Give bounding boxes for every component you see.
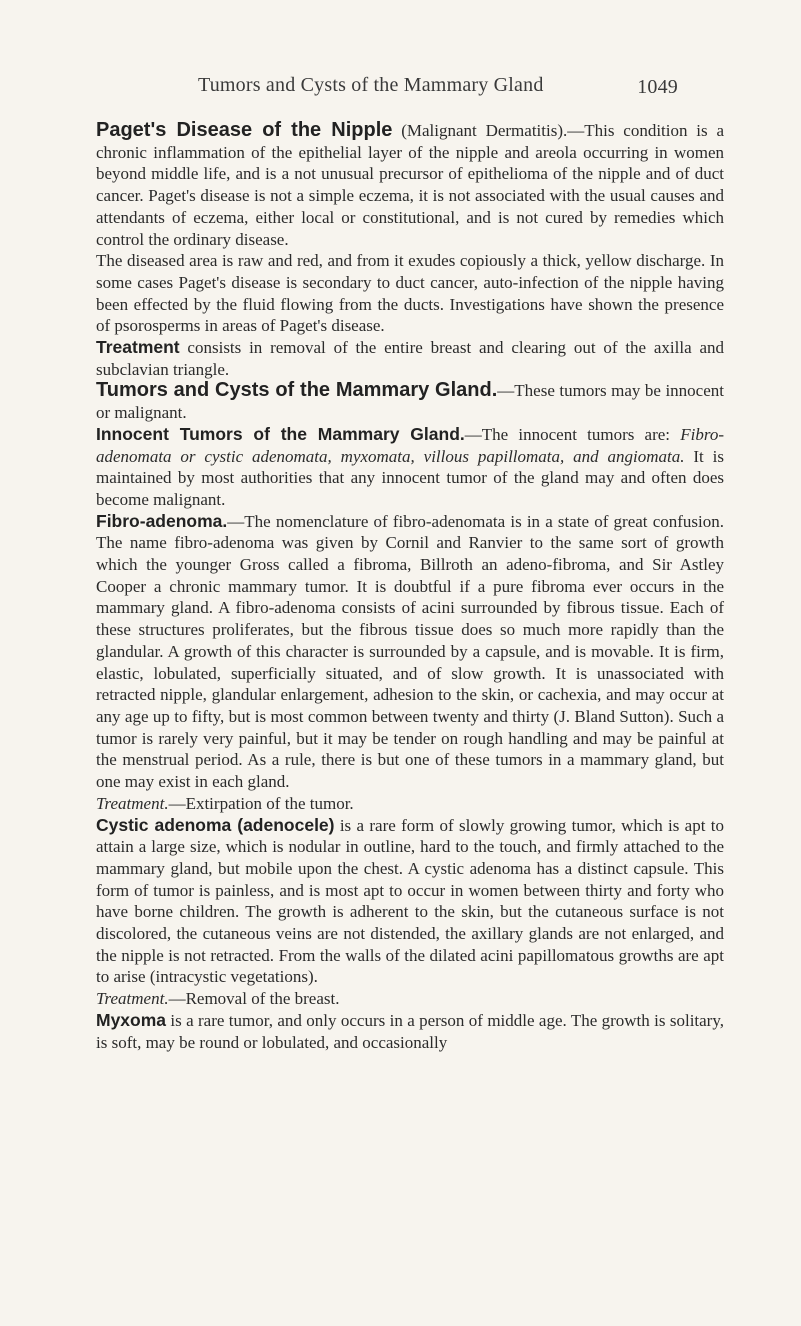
body-text (96, 120, 724, 1053)
running-head-title: Tumors and Cysts of the Mammary Gland (198, 74, 544, 96)
heading-tumors-and-cysts: Tumors and Cysts of the Mammary Gland. (96, 379, 498, 402)
heading-innocent-tumors: Innocent Tumors of the Mammary Gland. (96, 423, 465, 444)
heading-myxoma: Myxoma (96, 1009, 167, 1030)
paragraph-text: —These tumors may be innocent or malignant. (96, 381, 724, 423)
paragraph-innocent-tumors (96, 424, 724, 511)
paragraph-text: —The nomenclature of fibro-adenomata is in a state of great confusion. The name fibro-adenoma was given by Cornil and Ranvier to the same sort of growth which the younger Gross called a fibroma, Billroth an adeno-fibroma, and Sir Astley Cooper a chronic mammary tumor. It is doubtful if a pure fibroma ever occurs in the mammary gland. A fibro-adenoma consists of acini surrounded by fibrous tissue. Each of these structures proliferates, but the fibrous tissue does so much more rapidly than the glandular. A growth of this character is surrounded by a capsule, and is movable. It is firm, elastic, lobulated, superficially situated, and of slow growth. It is unassociated with retracted nipple, glandular enlargement, adhesion to the skin, or cachexia, and may occur at any age up to fifty, but is most common between twenty and thirty (J. Bland Sutton). Such a tumor is rarely very painful, but it may be tender on rough handling and may be painful at the menstrual period. As a rule, there is but one of these tumors in a mammary gland, but one may exist in each gland. (96, 511, 724, 792)
paragraph-text: is a rare form of slowly growing tumor, which is apt to attain a large size, which is nodular in outline, hard to the touch, and firmly attached to the mammary gland, but mobile upon the chest. A cystic adenoma has a distinct capsule. This form of tumor is painless, and is most apt to occur in women between thirty and forty who have borne children. The growth is adherent to the skin, but the cutaneous surface is not discolored, the cutaneous veins are not distended, the axillary glands are not enlarged, and the nipple is not retracted. From the walls of the dilated acini papillomatous growths are apt to arise (intracystic vegetations). (96, 815, 725, 987)
paragraph-text: —Extirpation of the tumor. (168, 793, 354, 813)
paragraph-text: is a rare tumor, and only occurs in a person of middle age. The growth is solitary, is soft, may be round or lobulated, and occasionally (96, 1010, 724, 1052)
paragraph-text: It is maintained by most authorities that any innocent tumor of the gland may and often does become malignant. (96, 446, 724, 509)
paragraph-myxoma (96, 1010, 724, 1053)
paragraph-text: (Malignant Dermatitis).—This condition is a chronic inflammation of the epithelial layer of the nipple and areola occurring in women beyond middle life, and is a not unusual precursor of epithelioma of the nipple and of duct cancer. Paget's disease is not a simple eczema, it is not associated with the usual causes and attendants of eczema, either local or constitutional, and is not cured by remedies which control the ordinary disease. (96, 121, 724, 249)
label-treatment: Treatment. (96, 793, 169, 813)
label-treatment: Treatment. (96, 989, 169, 1009)
paragraph-pagets-disease (96, 120, 724, 250)
paragraph-cystic-adenoma (96, 815, 724, 989)
heading-pagets-disease: Paget's Disease of the Nipple (96, 119, 393, 141)
paragraph-cystic-adenoma-treatment (96, 988, 724, 1010)
page-number: 1049 (637, 76, 678, 98)
heading-cystic-adenoma: Cystic adenoma (adenocele) (96, 814, 335, 835)
heading-treatment: Treatment (96, 337, 180, 358)
paragraph-text: —The innocent tumors are: (464, 424, 681, 444)
heading-fibro-adenoma: Fibro-adenoma. (96, 510, 228, 531)
paragraph-diseased-area (96, 250, 724, 337)
italic-tumor-list: Fibro-adenomata or cystic adenomata, myxomata, villous papillomata, and angiomata. (96, 424, 724, 466)
paragraph-tumors-and-cysts (96, 380, 724, 423)
paragraph-fibro-adenoma-treatment (96, 793, 724, 815)
paragraph-fibro-adenoma (96, 511, 724, 793)
paragraph-treatment (96, 337, 724, 380)
running-head (198, 74, 678, 97)
paragraph-text: —Removal of the breast. (168, 989, 340, 1009)
paragraph-text: The diseased area is raw and red, and from it exudes copiously a thick, yellow discharge. In some cases Paget's disease is secondary to duct cancer, auto-infection of the nipple having been effected by the fluid flowing from the ducts. Investigations have shown the presence of psorosperms in areas of Paget's disease. (96, 251, 724, 336)
paragraph-text: consists in removal of the entire breast and clearing out of the axilla and subclavian triangle. (96, 338, 724, 379)
